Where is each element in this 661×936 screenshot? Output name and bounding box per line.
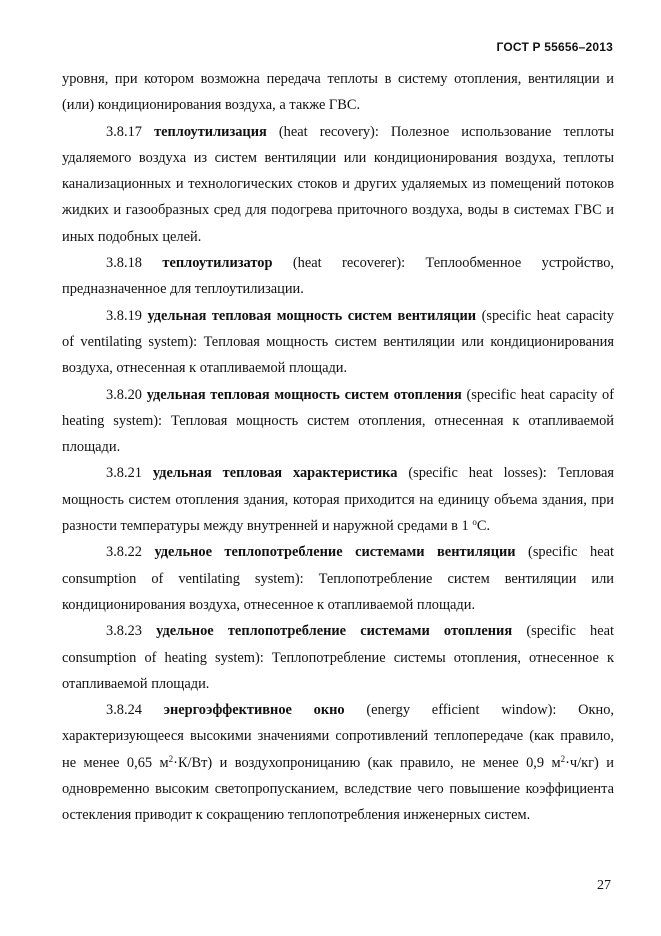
unit-superscript: 2 — [168, 753, 174, 764]
definition-3-8-20 — [62, 382, 614, 461]
definition-number: 3.8.21 — [106, 465, 142, 482]
definition-term: теплоутилизатор — [162, 255, 273, 272]
definition-text-end: С. — [476, 518, 491, 535]
definition-number: 3.8.24 — [106, 702, 142, 719]
definition-3-8-21 — [62, 460, 614, 539]
definition-term: удельная тепловая мощность систем отопления — [146, 386, 462, 403]
unit-superscript: 2 — [560, 753, 566, 764]
definition-text: (specific heat capacity of ventilating system): Тепловая мощность систем вентиляции или кондиционирования воздуха, отнесенная к отапливаемой площади. — [62, 307, 614, 377]
definition-3-8-24 — [62, 697, 614, 828]
definition-text: (heat recovery): Полезное использование теплоты удаляемого воздуха из систем вентиляции или кондиционирования воздуха, теплоты канализационных и технологических стоков и других удаляемых из помещений потоков жидких и газообразных сред для подогрева приточного воздуха, воды в системах ГВС и иных подобных целей. — [62, 123, 614, 245]
degree-superscript: o — [472, 517, 477, 528]
definition-text: (energy efficient window): Окно, характеризующееся высокими значениями сопротивлений теплопередаче (как правило, не менее 0,65 м — [62, 702, 614, 771]
definition-number: 3.8.20 — [106, 386, 142, 403]
page-number: 27 — [597, 878, 611, 893]
definition-3-8-19 — [62, 303, 614, 382]
definition-text: (specific heat losses): Тепловая мощность систем отопления здания, которая приходится на единицу объема здания, при разности температуры между внутренней и наружной средами в 1 — [62, 465, 614, 535]
definition-term: удельная тепловая мощность систем вентиляции — [147, 307, 477, 324]
intro-paragraph: уровня, при котором возможна передача теплоты в систему отопления, вентиляции и (или) кондиционирования воздуха, а также ГВС. — [62, 71, 614, 114]
definition-3-8-18 — [62, 250, 614, 303]
definition-3-8-22 — [62, 539, 614, 618]
definition-3-8-17 — [62, 119, 614, 250]
definition-number: 3.8.19 — [106, 307, 142, 324]
definition-number: 3.8.22 — [106, 544, 142, 561]
definition-text: (specific heat consumption of heating system): Теплопотребление системы отопления, отнесенное к отапливаемой площади. — [62, 623, 614, 692]
definition-term: удельное теплопотребление системами отопления — [156, 623, 513, 640]
definition-text: (heat recoverer): Теплообменное устройство, предназначенное для теплоутилизации. — [62, 255, 614, 298]
document-body — [62, 66, 614, 829]
definition-text-end: ·ч/кг) и одновременно высоким светопропусканием, вследствие чего повышение коэффициента остекления приводит к сокращению теплопотребления инженерных систем. — [62, 754, 614, 824]
definition-text: (specific heat capacity of heating system): Тепловая мощность систем отопления, отнесенная к отапливаемой площади. — [62, 386, 615, 456]
definition-text-mid: ·К/Вт) и воздухопроницанию (как правило, не менее 0,9 м — [173, 754, 561, 771]
definition-term: энергоэффективное окно — [163, 702, 345, 719]
definition-term: удельное теплопотребление системами вентиляции — [154, 544, 516, 561]
definition-3-8-23 — [62, 618, 614, 697]
definition-number: 3.8.17 — [106, 123, 142, 140]
definition-number: 3.8.23 — [106, 623, 142, 640]
definition-term: теплоутилизация — [154, 123, 267, 140]
definition-text: (specific heat consumption of ventilating system): Теплопотребление систем вентиляции или кондиционирования воздуха, отнесенное к отапливаемой площади. — [62, 544, 614, 613]
definition-number: 3.8.18 — [106, 255, 142, 272]
definition-term: удельная тепловая характеристика — [152, 465, 398, 482]
document-header: ГОСТ Р 55656–2013 — [496, 40, 613, 54]
